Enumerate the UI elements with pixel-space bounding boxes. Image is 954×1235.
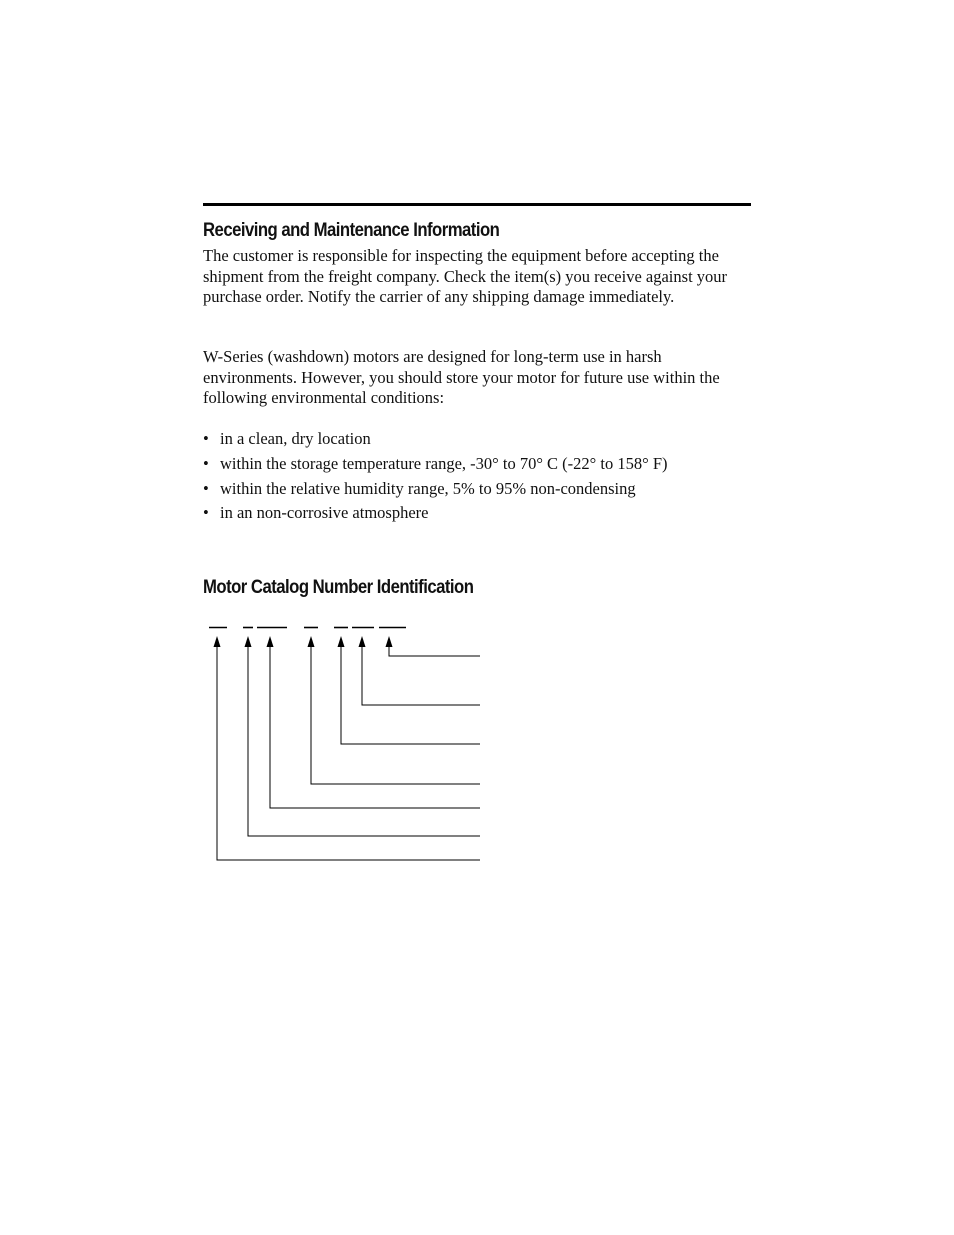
catalog-arrowheads: [214, 636, 393, 647]
arrow-up-icon: [386, 636, 393, 647]
arrow-up-icon: [359, 636, 366, 647]
receiving-heading: Receiving and Maintenance Information: [203, 220, 500, 241]
arrow-up-icon: [308, 636, 315, 647]
bullet-icon: •: [203, 429, 209, 448]
catalog-leader-lines: [217, 646, 480, 860]
bullet-icon: •: [203, 503, 209, 523]
condition-text: within the relative humidity range, 5% to 95% non-condensing: [220, 478, 636, 498]
condition-text: in a clean, dry location: [220, 429, 371, 448]
arrow-up-icon: [338, 636, 345, 647]
condition-text: in an non-corrosive atmosphere: [220, 503, 429, 523]
bullet-icon: •: [203, 453, 209, 473]
receiving-paragraph-storage: W-Series (washdown) motors are designed for long-term use in harsh environments. However, you should store your motor for future use within the following environmental conditions:: [203, 347, 720, 407]
arrow-up-icon: [214, 636, 221, 647]
leader-line: [217, 646, 480, 860]
receiving-paragraph-inspection: The customer is responsible for inspecting the equipment before accepting the shipment from the freight company. Check the item(s) you receive against your purchase order. Notify the carrier of any shipping damage immediately.: [203, 246, 728, 306]
condition-text: within the storage temperature range, -30° to 70° C (-22° to 158° F): [220, 453, 668, 473]
bullet-icon: •: [203, 478, 209, 498]
arrow-up-icon: [245, 636, 252, 647]
leader-line: [362, 646, 480, 705]
leader-line: [311, 646, 480, 784]
catalog-heading: Motor Catalog Number Identification: [203, 577, 474, 598]
arrow-up-icon: [267, 636, 274, 647]
leader-line: [389, 646, 480, 656]
